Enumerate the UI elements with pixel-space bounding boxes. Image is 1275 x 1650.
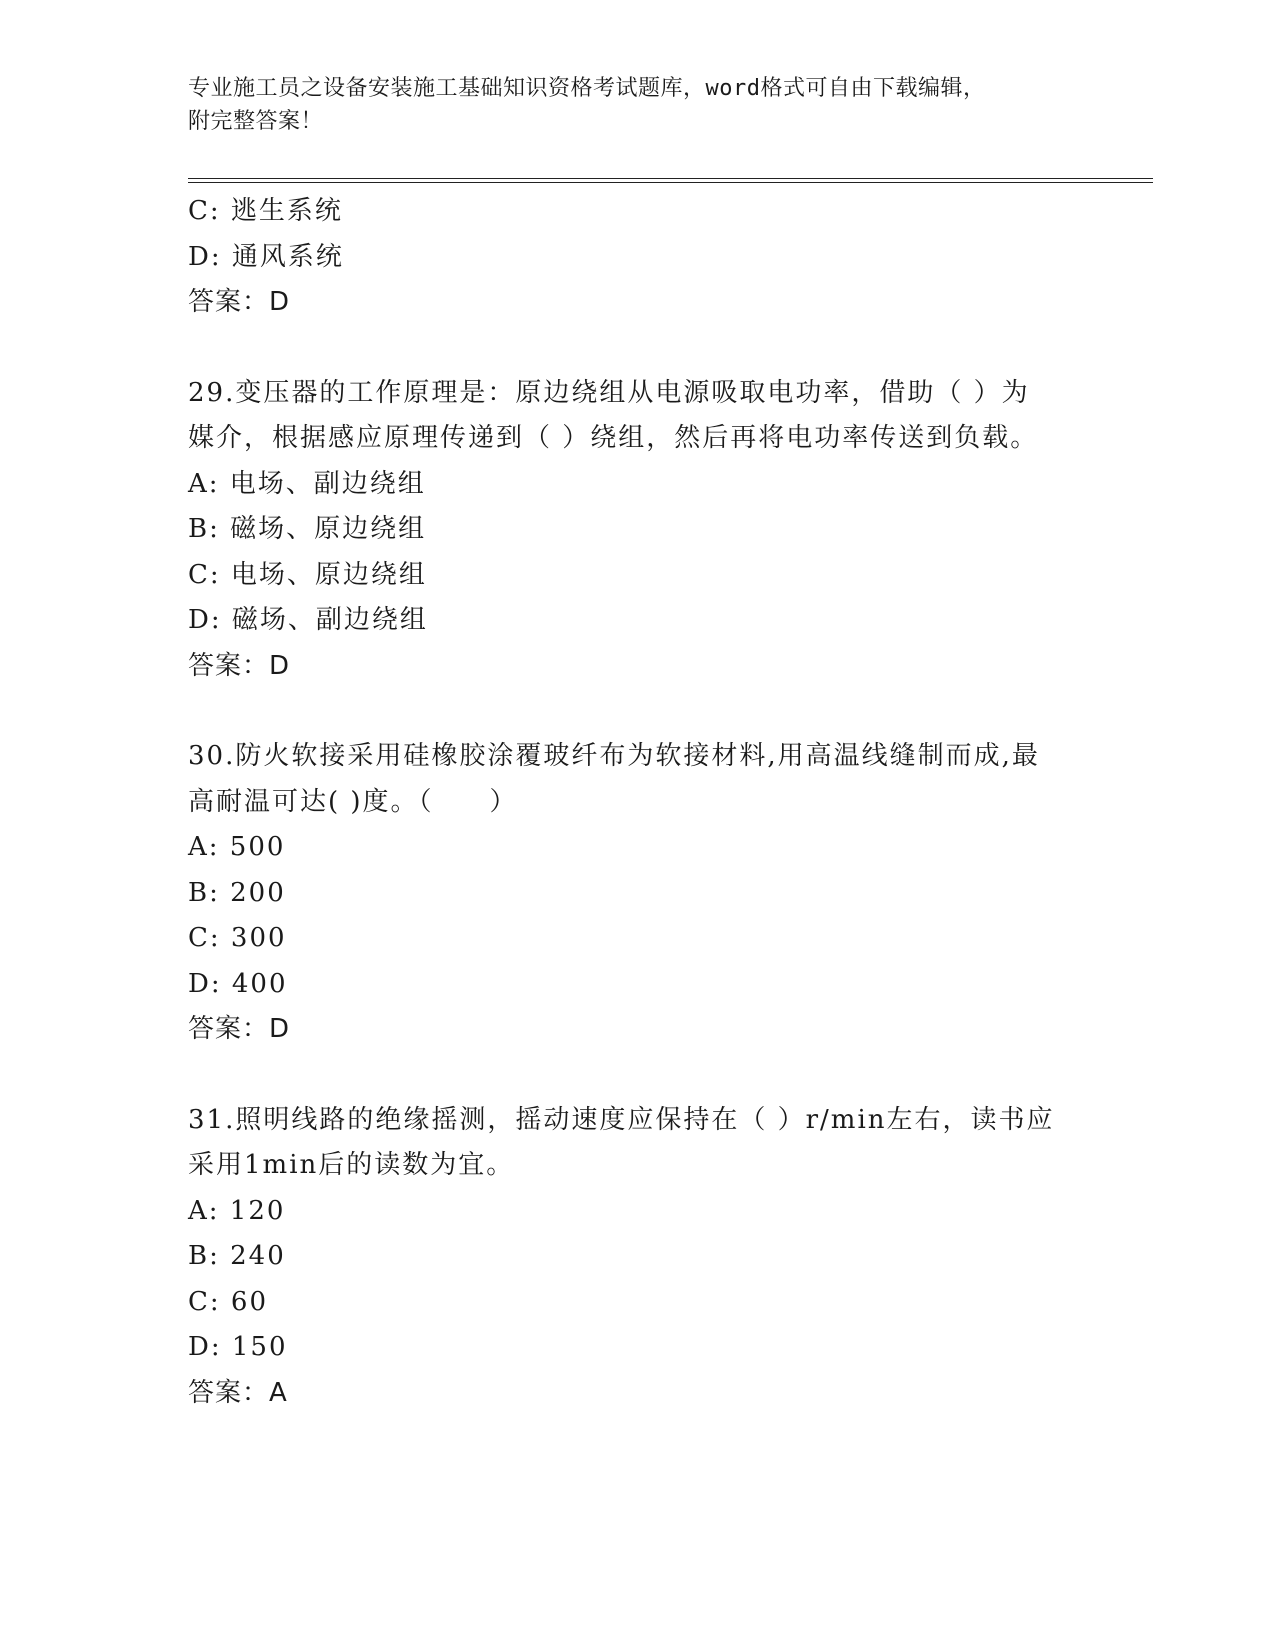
answer-line: 答案：D [188,650,291,681]
header-divider [188,178,1153,183]
option-c: C: 逃生系统 [188,196,343,226]
option-d: D: 磁场、副边绕组 [188,605,428,635]
header-title-line-2: 附完整答案！ [188,109,324,134]
answer-line: 答案：D [188,1014,291,1044]
spacer [188,1053,1153,1098]
question-29 [188,371,1153,690]
option-b: B: 200 [188,877,286,908]
spacer [188,689,1153,734]
question-stem-line-2: 媒介，根据感应原理传递到（ ）绕组，然后再将电功率传送到负载。 [188,423,1039,453]
option-c: C: 电场、原边绕组 [188,559,427,590]
option-a: A: 120 [188,1195,286,1226]
previous-question-block [188,189,1153,326]
option-a: A: 500 [188,832,286,862]
option-d: D: 150 [188,1332,288,1362]
question-stem-line-1: 31.照明线路的绝缘摇测，摇动速度应保持在（ ）r/min左右，读书应 [188,1104,1055,1135]
answer-line: 答案：D [188,287,291,317]
question-stem-line-2: 采用1min后的读数为宜。 [188,1150,515,1180]
option-b: B: 240 [188,1241,286,1271]
option-d: D: 通风系统 [188,241,344,272]
option-c: C: 60 [188,1286,269,1317]
question-content [188,189,1153,1416]
answer-line: 答案：A [188,1377,288,1408]
question-stem-line-1: 29.变压器的工作原理是：原边绕组从电源吸取电功率，借助（ ）为 [188,377,1030,408]
question-stem-line-1: 30.防火软接采用硅橡胶涂覆玻纤布为软接材料,用高温线缝制而成,最 [188,741,1040,771]
spacer [188,326,1153,371]
question-31 [188,1098,1153,1417]
header-title-line-1: 专业施工员之设备安装施工基础知识资格考试题库，word格式可自由下载编辑， [188,76,986,101]
option-d: D: 400 [188,968,288,999]
option-a: A: 电场、副边绕组 [188,468,426,499]
document-header [188,72,1088,138]
option-b: B: 磁场、原边绕组 [188,514,427,544]
question-stem-line-2: 高耐温可达( )度。（ ） [188,786,518,817]
question-30 [188,734,1153,1053]
option-c: C: 300 [188,923,287,953]
